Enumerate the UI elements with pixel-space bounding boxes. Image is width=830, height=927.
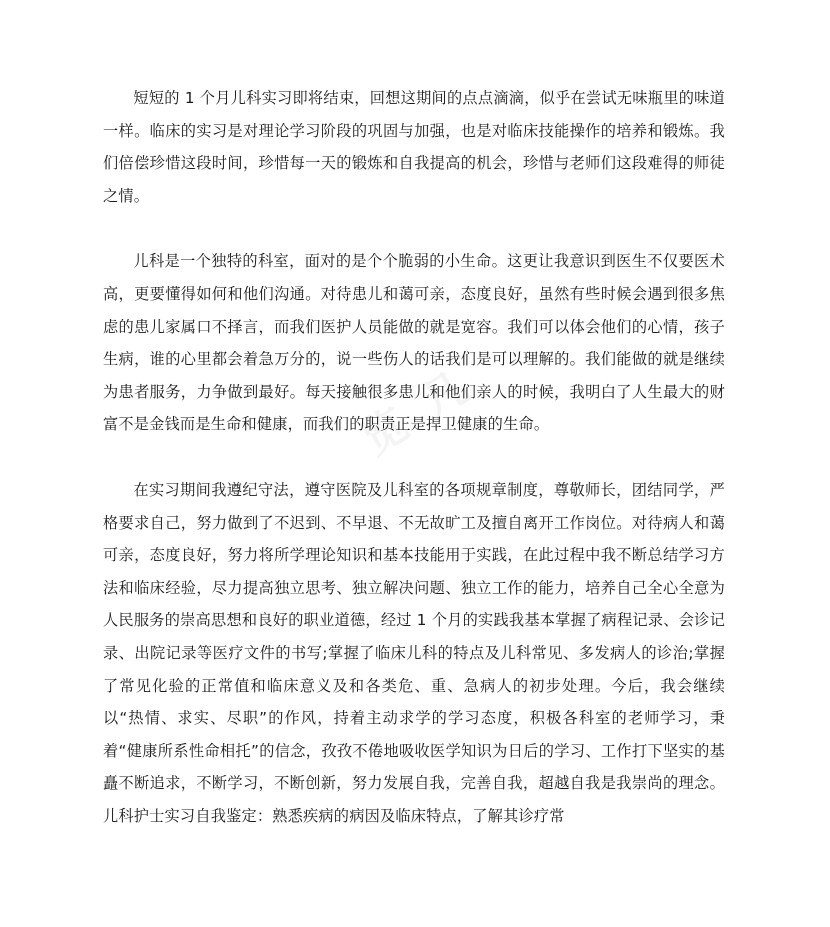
- paragraph-conduct-and-skills: 在实习期间我遵纪守法，遵守医院及儿科室的各项规章制度，尊敬师长，团结同学，严格要求自己，努力做到了不迟到、不早退、不无故旷工及擅自离开工作岗位。对待病人和蔼可亲，态度良好，努力将所学理论知识和基本技能用于实践，在此过程中我不断总结学习方法和临床经验，尽力提高独立思考、独立解决问题、独立工作的能力，培养自己全心全意为人民服务的崇高思想和良好的职业道德，经过 1 个月的实践我基本掌握了病程记录、会诊记录、出院记录等医疗文件的书写;掌握了临床儿科的特点及儿科常见、多发病人的诊治;掌握了常见化验的正常值和临床意义及和各类危、重、急病人的初步处理。今后，我会继续以“热情、求实、尽职”的作风，持着主动求学的学习态度，积极各科室的老师学习，秉着“健康所系性命相托”的信念，孜孜不倦地吸收医学知识为日后的学习、工作打下坚实的基矗不断追求，不断学习，不断创新，努力发展自我，完善自我，超越自我是我崇尚的理念。儿科护士实习自我鉴定：熟悉疾病的病因及临床特点，了解其诊疗常: [103, 480, 725, 825]
- paragraph-internship-summary: 短短的 1 个月儿科实习即将结束，回想这期间的点点滴滴，似乎在尝试无味瓶里的味道一样。临床的实习是对理论学习阶段的巩固与加强，也是对临床技能操作的培养和锻炼。我们倍偿珍惜这段时间，珍惜每一天的锻炼和自我提高的机会，珍惜与老师们这段难得的师徒之情。: [103, 89, 725, 205]
- paragraph-pediatrics-department: 儿科是一个独特的科室，面对的是个个脆弱的小生命。这更让我意识到医生不仅要医术高，更要懂得如何和他们沟通。对待患儿和蔼可亲，态度良好，虽然有些时候会遇到很多焦虑的患儿家属口不择言，而我们医护人员能做的就是宽容。我们可以体会他们的心情，孩子生病，谁的心里都会着急万分的，说一些伤人的话我们是可以理解的。我们能做的就是继续为患者服务，力争做到最好。每天接触很多患儿和他们亲人的时候，我明白了人生最大的财富不是金钱而是生命和健康，而我们的职责正是捍卫健康的生命。: [103, 252, 725, 434]
- document-body: [103, 82, 725, 832]
